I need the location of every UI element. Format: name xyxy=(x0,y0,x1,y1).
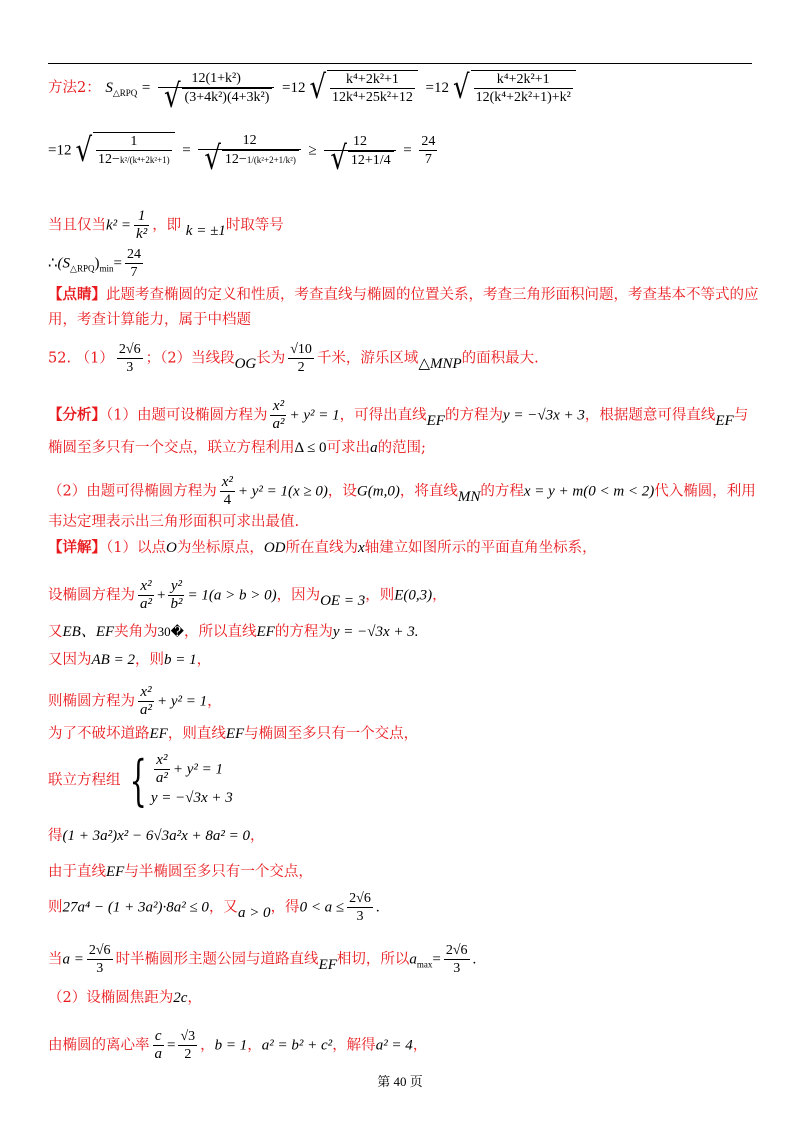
s-min-line: $\therefore(S_{\triangle RPQ})_{min}=$ $\frac{24}{7}$ xyxy=(48,247,141,280)
analysis-line-1: 【分析】（1）由题可设椭圆方程为 $\frac{\text{x²}}{\text{a²}}$ + y² = 1，可得出直线EF的方程为y = −√3x + 3，根据题意可得直线EF与 xyxy=(48,398,749,432)
method2-line: 方法2： $S_{\triangle RPQ}$ = $\frac{\text{12(1+k²)}}{\text{√ (3+4k²)(4+3k²)}}$ =12 √ $\frac{\text{k⁴+2k²+1}}{\text{12k⁴+25k²+12}}$ =12 √ $\frac{\text{k⁴+2k²+1}}{\text{12(k⁴+2k²+1)+k²}}$ xyxy=(48,70,579,106)
detail-line-1: 【详解】（1）以点O为坐标原点，OD所在直线为x轴建立如图所示的平面直角坐标系， xyxy=(48,539,597,556)
q52-answer: 52. （1） $\frac{2√6}{3}$ ；（2）当线段OG长为 $\frac{√10}{2}$ 千米，游乐区域△MNP的面积最大. xyxy=(48,342,539,375)
detail-line-4: 又因为AB = 2，则b = 1， xyxy=(48,652,212,668)
comment-line-1: 【点睛】此题考查椭圆的定义和性质，考查直线与椭圆的位置关系，考查三角形面积问题，考查基本不等式的应 xyxy=(48,286,759,303)
fraction-2: $\frac{\text{k⁴+2k²+1}}{\text{12k⁴+25k²+12}}$ xyxy=(327,70,418,106)
frac-d: $\frac{24}{7}$ xyxy=(421,134,436,167)
eq-sign: = xyxy=(425,80,434,96)
detail-line-8: 得(1 + 3a²)x² − 6√3a²x + 8a² = 0， xyxy=(48,828,265,844)
equation-system: $\frac{\text{x²}}{\text{a²}}$ + y² = 1 y = −√3x + 3 xyxy=(150,752,233,806)
equality-condition: 当且仅当k² = $\frac{1}{\text{k²}}$ ，即 k = ±1时取等号 xyxy=(48,208,284,242)
eq-sign: = xyxy=(141,80,151,96)
detail-line-10: 则27a⁴ − (1 + 3a²)·8a² ≤ 0，又a > 0，得0 < a ≤ $\frac{2√6}{3}$ . xyxy=(48,891,380,924)
chain-line: =12 √ $\frac{1}{\text{12−k²/(k⁴+2k²+1)}}$ = $\frac{12}{\text{√ 12−1/(k²+2+1/k²)}}$ ≥ $\frac{12}{√ 12+1/4}$ = $\frac{24}{7}$ xyxy=(48,131,436,178)
detail-line-13: 由椭圆的离心率 $\frac{c}{a}$ = $\frac{√3}{2}$ ，b = 1，a² = b² + c²，解得a² = 4， xyxy=(48,1028,428,1062)
s-sub: △RPQ xyxy=(112,87,138,98)
method2-label: 方法2： xyxy=(48,80,101,96)
eq-sign: = xyxy=(282,80,291,96)
fraction-1: $\frac{\text{12(1+k²)}}{\text{√ (3+4k²)(4+3k²)}}$ xyxy=(158,70,274,106)
coef: 12 xyxy=(434,80,449,96)
detail-line-11: 当a = $\frac{2√6}{3}$ 时半椭圆形主题公园与道路直线EF相切，所以$a_{max}=$ $\frac{2√6}{3}$ . xyxy=(48,943,477,976)
detail-line-5: 则椭圆方程为 $\frac{\text{x²}}{\text{a²}}$ + y² = 1， xyxy=(48,684,222,718)
top-rule xyxy=(48,63,752,64)
detail-line-12: （2）设椭圆焦距为2c， xyxy=(48,990,202,1006)
detail-line-3: 又EB、EF夹角为30�，所以直线EF的方程为y = −√3x + 3. xyxy=(48,624,419,640)
fraction-3: $\frac{\text{k⁴+2k²+1}}{\text{12(k⁴+2k²+1)+k²}}$ xyxy=(471,70,576,106)
detail-line-9: 由于直线EF与半椭圆至多只有一个交点， xyxy=(48,864,313,880)
coef: 12 xyxy=(290,80,306,96)
coef: 12 xyxy=(56,142,72,159)
detail-line-2: 设椭圆方程为 $\frac{\text{x²}}{\text{a²}}$ + $\frac{\text{y²}}{\text{b²}}$ = 1(a > b > 0)，因为OE = 3，则E(0,3)， xyxy=(48,578,447,612)
frac-b: $\frac{12}{\text{√ 12−1/(k²+2+1/k²)}}$ xyxy=(198,132,301,169)
comment-line-2: 用，考查计算能力，属于中档题 xyxy=(48,312,251,328)
analysis-line-3: （2）由题可得椭圆方程为 $\frac{\text{x²}}{4}$ + y² = 1(x ≥ 0)，设G(m,0)，将直线MN的方程x = y + m(0 < m < 2)代入椭圆，利用 xyxy=(48,474,756,508)
detail-line-6: 为了不破坏道路EF，则直线EF与椭圆至多只有一个交点， xyxy=(48,726,419,742)
page-number: 第 40 页 xyxy=(377,1074,423,1089)
frac-c: $\frac{12}{√ 12+1/4}$ xyxy=(324,133,395,169)
s-symbol: S xyxy=(105,80,113,96)
frac-a: $\frac{1}{\text{12−k²/(k⁴+2k²+1)}}$ xyxy=(93,132,175,169)
ge-sign: ≥ xyxy=(308,142,317,159)
analysis-line-4: 韦达定理表示出三角形面积可求出最值. xyxy=(48,514,300,530)
analysis-line-2: 椭圆至多只有一个交点，联立方程利用Δ ≤ 0可求出a的范围; xyxy=(48,440,426,456)
detail-line-7: 联立方程组 { $\frac{\text{x²}}{\text{a²}}$ + y² = 1 y = −√3x + 3 xyxy=(48,748,233,812)
